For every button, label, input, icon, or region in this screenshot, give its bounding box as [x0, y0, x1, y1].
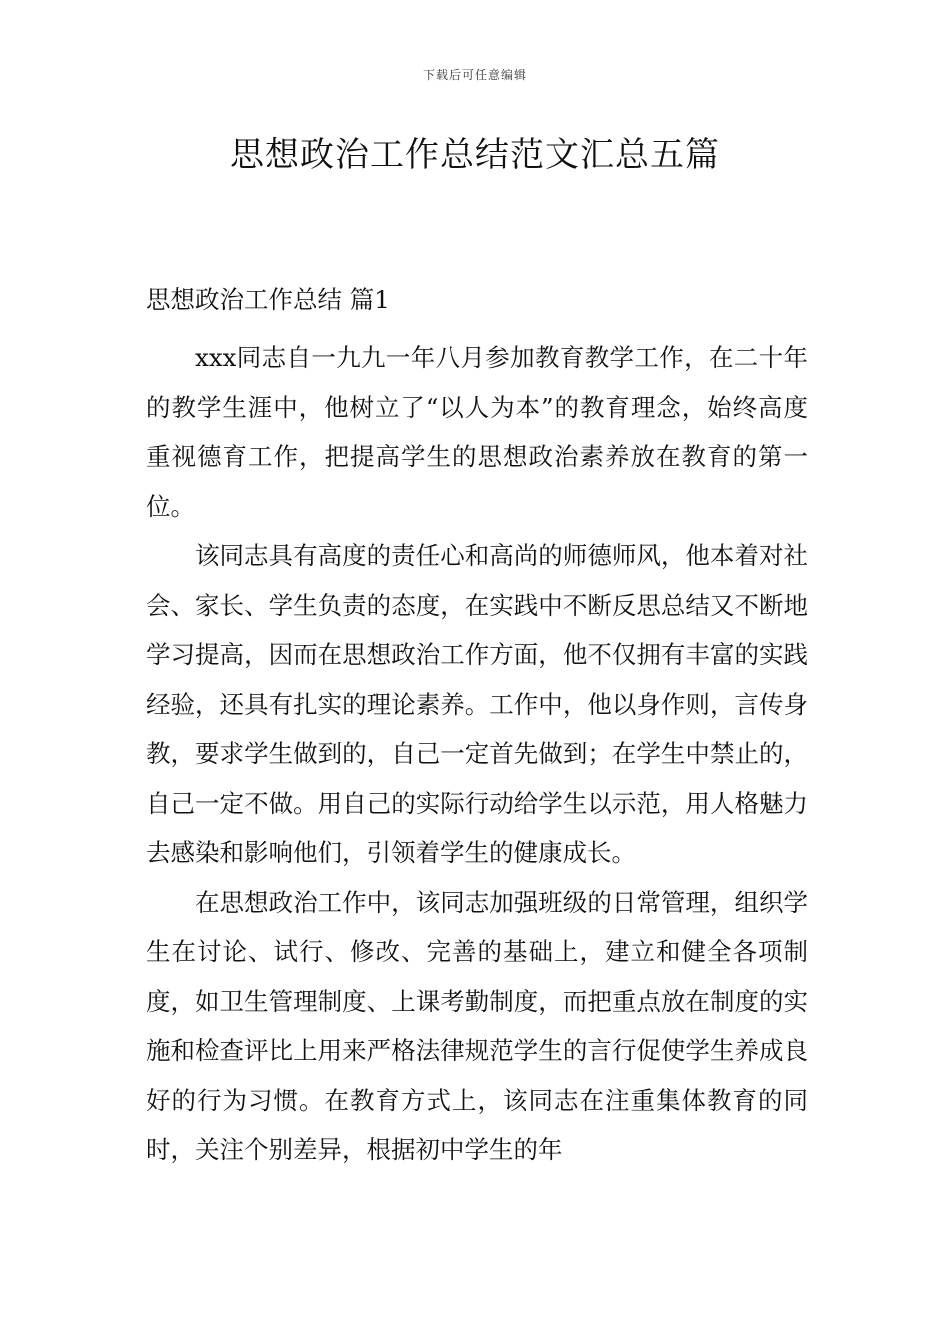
body-paragraph-1: xxx同志自一九九一年八月参加教育教学工作，在二十年的教学生涯中，他树立了“以人为本”的教育理念，始终高度重视德育工作，把提高学生的思想政治素养放在教育的第一位。 — [146, 343, 808, 521]
section-heading: 思想政治工作总结 篇1 — [146, 285, 390, 314]
body-paragraph-3: 在思想政治工作中，该同志加强班级的日常管理，组织学生在讨论、试行、修改、完善的基础上，建立和健全各项制度，如卫生管理制度、上课考勤制度，而把重点放在制度的实施和检查评比上用来严格法律规范学生的言行促使学生养成良好的行为习惯。在教育方式上，该同志在注重集体教育的同时，关注个别差异，根据初中学生的年 — [146, 887, 808, 1164]
body-paragraph-2: 该同志具有高度的责任心和高尚的师德师风，他本着对社会、家长、学生负责的态度，在实践中不断反思总结又不断地学习提高，因而在思想政治工作方面，他不仅拥有丰富的实践经验，还具有扎实的理论素养。工作中，他以身作则，言传身教，要求学生做到的，自己一定首先做到；在学生中禁止的，自己一定不做。用自己的实际行动给学生以示范，用人格魅力去感染和影响他们，引领着学生的健康成长。 — [146, 541, 808, 867]
document-title: 思想政治工作总结范文汇总五篇 — [230, 135, 720, 175]
document-body — [146, 279, 808, 1175]
header-note: 下载后可任意编辑 — [422, 68, 527, 82]
